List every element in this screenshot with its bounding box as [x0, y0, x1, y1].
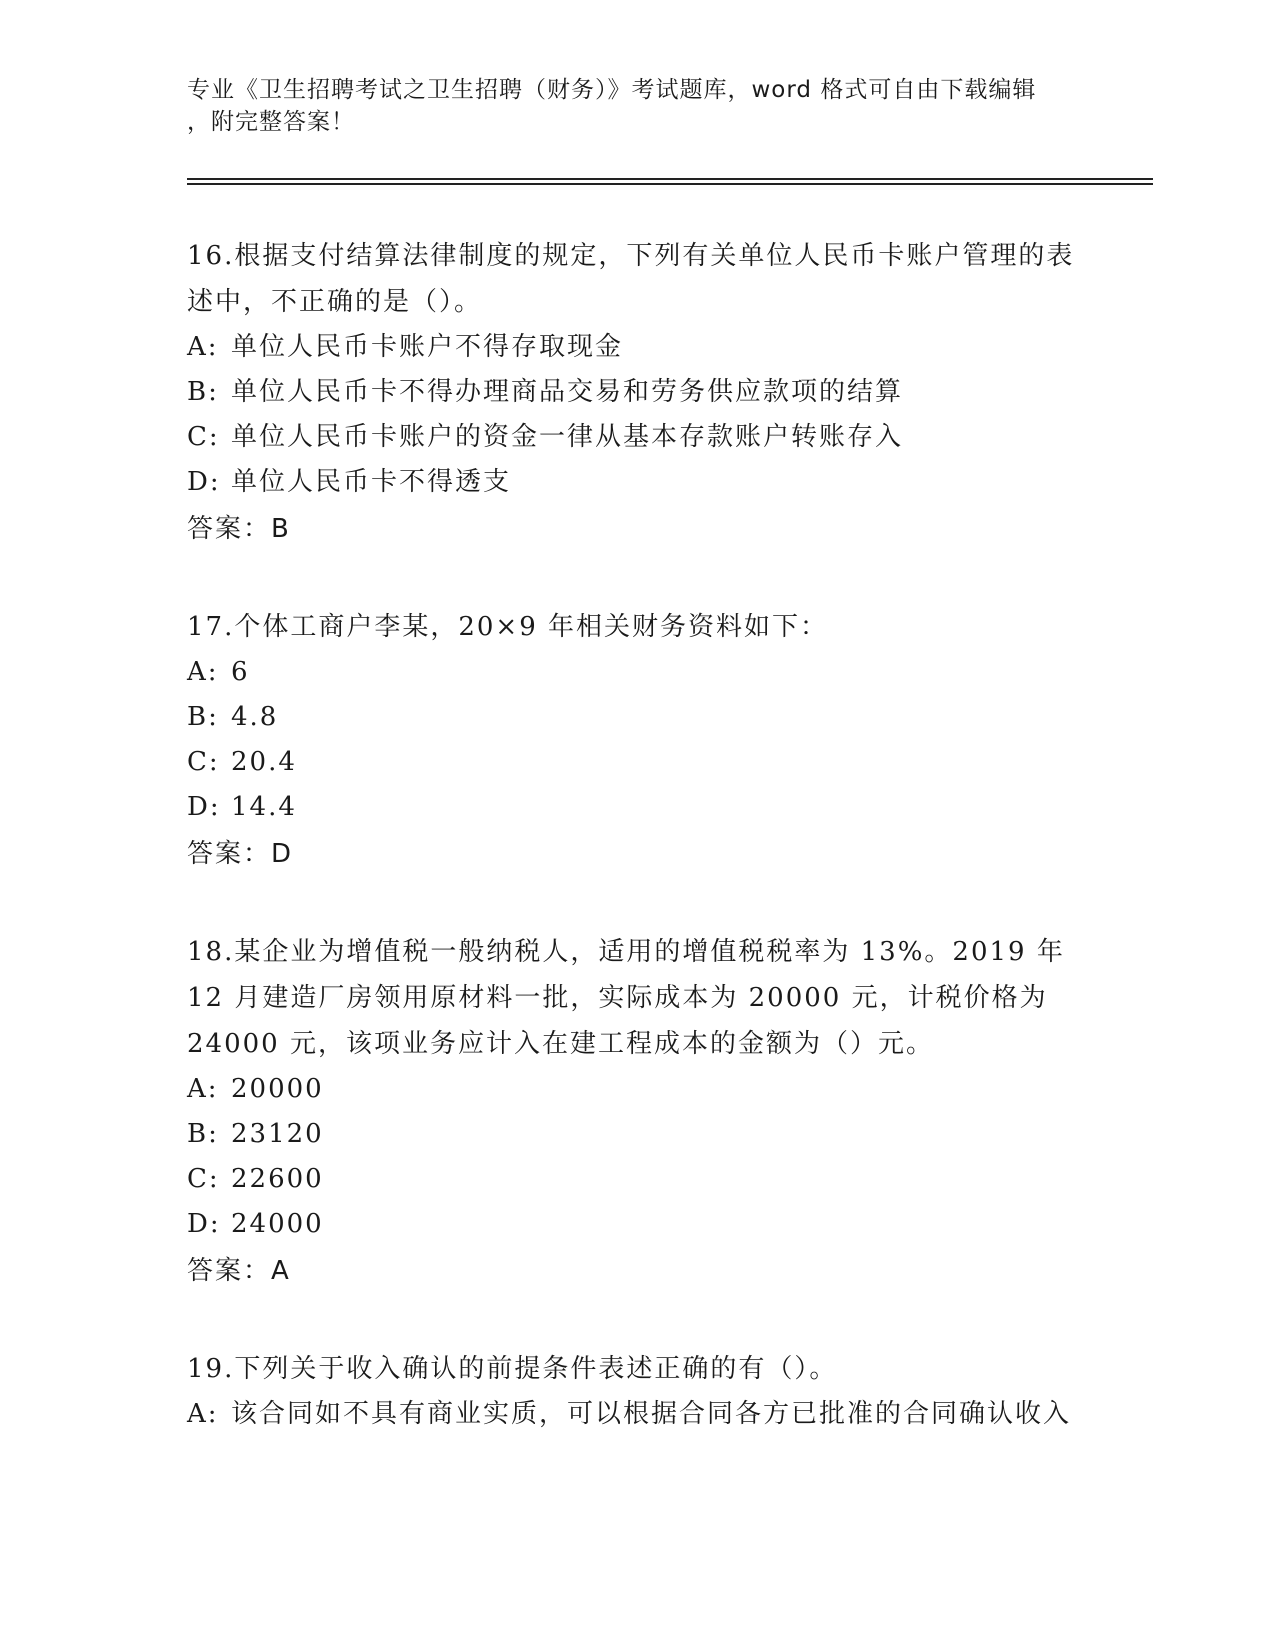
question-stem: 16.根据支付结算法律制度的规定，下列有关单位人民币卡账户管理的表述中，不正确的是（）。 — [187, 241, 1075, 317]
option-letter: D: — [187, 792, 221, 822]
option-text: 单位人民币卡不得透支 — [231, 467, 512, 497]
header-divider-top — [187, 178, 1153, 180]
option-letter: A: — [187, 1399, 219, 1429]
option-b — [187, 1112, 1087, 1157]
option-letter: C: — [187, 422, 220, 452]
option-a — [187, 325, 1087, 370]
header-intro-line2: ，附完整答案！ — [187, 109, 355, 135]
option-text: 该合同如不具有商业实质，可以根据合同各方已批准的合同确认收入 — [231, 1399, 1072, 1429]
option-a — [187, 650, 1087, 695]
option-d — [187, 460, 1087, 505]
question-19 — [187, 1346, 1087, 1437]
question-17 — [187, 604, 1087, 877]
option-c — [187, 415, 1087, 460]
question-list — [187, 233, 1087, 1489]
header-divider-bottom — [187, 183, 1153, 185]
option-text: 22600 — [231, 1164, 324, 1194]
option-text: 4.8 — [231, 702, 279, 732]
option-text: 单位人民币卡账户不得存取现金 — [231, 332, 624, 362]
option-text: 6 — [231, 657, 250, 687]
question-stem: 19.下列关于收入确认的前提条件表述正确的有（）。 — [187, 1354, 838, 1384]
option-d — [187, 785, 1087, 830]
option-letter: B: — [187, 1119, 219, 1149]
option-text: 单位人民币卡不得办理商品交易和劳务供应款项的结算 — [231, 377, 904, 407]
answer-line: 答案：B — [187, 514, 291, 544]
option-letter: B: — [187, 377, 219, 407]
option-text: 23120 — [231, 1119, 324, 1149]
option-b — [187, 695, 1087, 740]
option-letter: D: — [187, 467, 221, 497]
question-16 — [187, 233, 1087, 552]
option-a — [187, 1392, 1087, 1437]
option-letter: C: — [187, 747, 220, 777]
option-letter: B: — [187, 702, 219, 732]
option-letter: A: — [187, 1074, 219, 1104]
option-text: 24000 — [231, 1209, 324, 1239]
header-intro-line1: 专业《卫生招聘考试之卫生招聘（财务）》考试题库，word 格式可自由下载编辑 — [187, 77, 1037, 103]
option-letter: A: — [187, 657, 219, 687]
option-text: 20.4 — [231, 747, 297, 777]
document-header — [187, 74, 1067, 138]
option-c — [187, 740, 1087, 785]
option-text: 14.4 — [231, 792, 297, 822]
option-letter: D: — [187, 1209, 221, 1239]
option-text: 单位人民币卡账户的资金一律从基本存款账户转账存入 — [231, 422, 904, 452]
option-letter: A: — [187, 332, 219, 362]
question-stem: 17.个体工商户李某，20×9 年相关财务资料如下： — [187, 612, 829, 642]
option-text: 20000 — [231, 1074, 324, 1104]
option-letter: C: — [187, 1164, 220, 1194]
question-stem: 18.某企业为增值税一般纳税人，适用的增值税税率为 13%。2019 年 12 月建造厂房领用原材料一批，实际成本为 20000 元，计税价格为 24000 元，该项业务应计入在建工程成本的金额为（）元。 — [187, 937, 1065, 1059]
option-b — [187, 370, 1087, 415]
option-d — [187, 1202, 1087, 1247]
answer-line: 答案：D — [187, 839, 294, 869]
option-a — [187, 1067, 1087, 1112]
question-18 — [187, 929, 1087, 1294]
answer-line: 答案：A — [187, 1256, 291, 1286]
option-c — [187, 1157, 1087, 1202]
